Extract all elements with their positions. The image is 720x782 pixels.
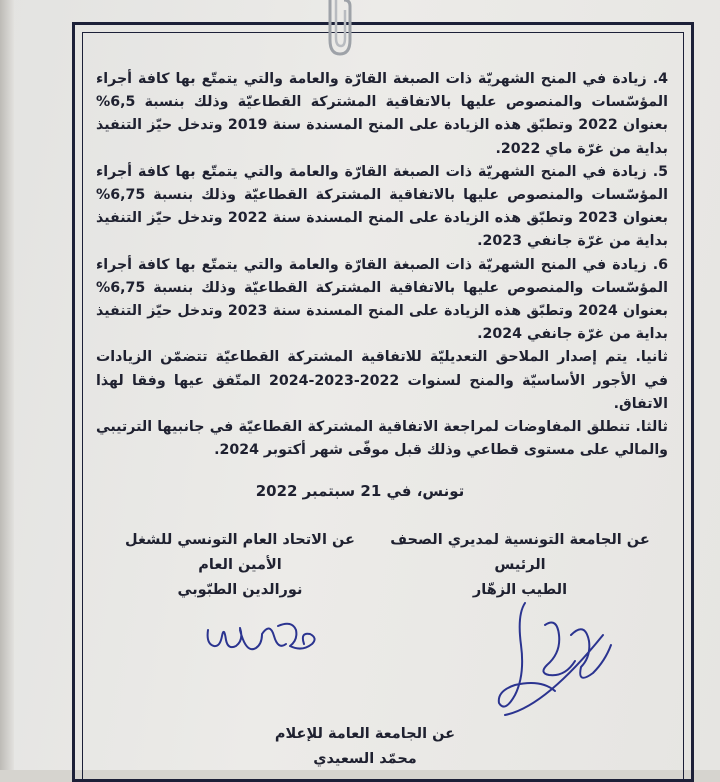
item-number: 5.: [652, 163, 668, 180]
clause-text: تنطلق المفاوضات لمراجعة الاتفاقية المشتركة القطاعيّة في جانبيها الترتيبي والمالي على مستوى قطاعي وذلك قبل موفّى شهر أكتوبر 2024.: [96, 419, 668, 459]
signatory-org: عن الجامعة العامة للإعلام: [274, 726, 456, 742]
signatory-name: محمّد السعيدي: [313, 751, 417, 767]
clause-third: [96, 416, 668, 462]
signatory-name: نورالدين الطبّوبي: [177, 582, 303, 598]
item-text: زيادة في المنح الشهريّة ذات الصبغة القارّة والعامة والتي يتمتّع بها كافة أجراء المؤسّسات والمنصوص عليها بالاتفاقية المشتركة القطاعيّة وذلك بنسبة 6,75% بعنوان 2024 وتطبّق هذه الزيادة على المنح المسندة سنة 2023 وتدخل حيّز التنفيذ بداية من غرّة جانفي 2024.: [96, 256, 668, 343]
signatory-name: الطيب الزهّار: [472, 582, 568, 598]
handwritten-signature-left: [200, 600, 325, 670]
item-text: زيادة في المنح الشهريّة ذات الصبغة القارّة والعامة والتي يتمتّع بها كافة أجراء المؤسّسات والمنصوص عليها بالاتفاقية المشتركة القطاعيّة وذلك بنسبة 6,75% بعنوان 2023 وتطبّق هذه الزيادة على المنح المسندة سنة 2022 وتدخل حيّز التنفيذ بداية من غرّة جانفي 2023.: [96, 163, 668, 250]
signatory-org: عن الجامعة التونسية لمديري الصحف: [390, 532, 650, 548]
signatory-title: الأمين العام: [198, 557, 282, 573]
item-number: 6.: [652, 256, 668, 273]
clause-second: [96, 346, 668, 416]
signatory-title: الرئيس: [494, 557, 546, 573]
page-edge-shadow: [0, 0, 14, 770]
signatory-ugtt: [110, 528, 370, 603]
signatory-org: عن الاتحاد العام التونسي للشغل: [125, 532, 355, 548]
clause-label: ثانيا.: [635, 349, 668, 366]
handwritten-signature-right: [485, 595, 615, 720]
signing-date: تونس، في 21 سبتمبر 2022: [255, 482, 465, 500]
clause-label: ثالثا.: [635, 419, 668, 436]
clause-text: يتم إصدار الملاحق التعديليّة للاتفاقية المشتركة القطاعيّة تتضمّن الزيادات في الأجور الأساسيّة والمنح لسنوات 2022-2023-2024 المتّفق عيها وفقا لهذا الاتفاق.: [96, 349, 668, 412]
item-5: [96, 161, 668, 254]
item-number: 4.: [652, 71, 668, 87]
paperclip-icon: [316, 0, 360, 60]
item-4: [96, 68, 668, 161]
signatory-press-directors: [380, 528, 660, 603]
item-text: زيادة في المنح الشهريّة ذات الصبغة القارّة والعامة والتي يتمتّع بها كافة أجراء المؤسّسات والمنصوص عليها بالاتفاقية المشتركة القطاعيّة وذلك بنسبة 6,5% بعنوان 2022 وتطبّق هذه الزيادة على المنح المسندة سنة 2019 وتدخل حيّز التنفيذ بداية من غرّة ماي 2022.: [96, 71, 668, 157]
item-6: [96, 254, 668, 347]
signatory-media-federation: [255, 722, 475, 772]
agreement-body: [96, 68, 668, 462]
